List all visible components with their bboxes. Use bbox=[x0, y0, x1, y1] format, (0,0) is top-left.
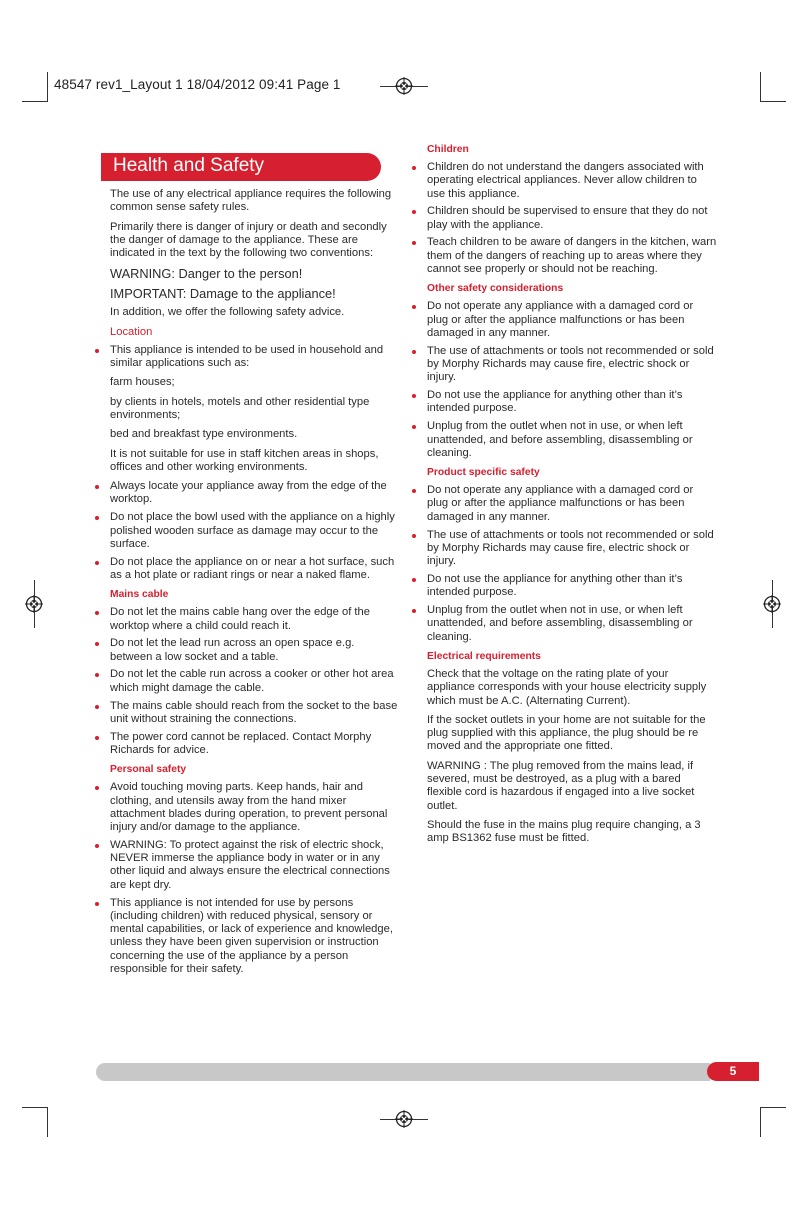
crop-mark-top-left-v bbox=[47, 72, 48, 102]
electrical-paragraph: Check that the voltage on the rating plate of your appliance corresponds with your house electricity supply which must be A.C. (Alternating Current). bbox=[427, 667, 707, 707]
list-item: Do not place the appliance on or near a hot surface, such as a hot plate or radiant rings or near a naked flame. bbox=[110, 556, 398, 583]
print-slug: 48547 rev1_Layout 1 18/04/2012 09:41 Page 1 bbox=[54, 77, 341, 92]
section-title-bar bbox=[101, 153, 381, 181]
crop-mark-bottom-right-v bbox=[760, 1107, 761, 1137]
section-heading-location: Location bbox=[110, 325, 153, 338]
section-heading-children: Children bbox=[427, 144, 469, 155]
other-safety-list bbox=[427, 300, 717, 460]
intro-paragraph: The use of any electrical appliance requires the following common sense safety rules. bbox=[110, 188, 392, 214]
location-paragraph: farm houses; bbox=[110, 376, 175, 389]
list-item: Do not operate any appliance with a damaged cord or plug or after the appliance malfunctions or has been damaged in any manner. bbox=[427, 300, 717, 340]
registration-mark-icon bbox=[763, 595, 781, 613]
crop-mark-bottom-left-h bbox=[22, 1107, 48, 1108]
warning-convention: WARNING: Danger to the person! bbox=[110, 266, 303, 282]
registration-mark-icon bbox=[395, 1110, 413, 1128]
list-item: The power cord cannot be replaced. Contact Morphy Richards for advice. bbox=[110, 731, 398, 758]
intro-paragraph: Primarily there is danger of injury or death and secondly the danger of damage to the appliance. These are indicated in the text by the following two conventions: bbox=[110, 220, 387, 260]
electrical-paragraph: Should the fuse in the mains plug require changing, a 3 amp BS1362 fuse must be fitted. bbox=[427, 818, 701, 845]
page-number: 5 bbox=[707, 1062, 759, 1081]
list-item: The use of attachments or tools not recommended or sold by Morphy Richards may cause fire, electric shock or injury. bbox=[427, 345, 717, 385]
electrical-paragraph: If the socket outlets in your home are not suitable for the plug supplied with this appliance, the plug should be re moved and the appropriate one fitted. bbox=[427, 713, 706, 753]
list-item: Do not use the appliance for anything other than it’s intended purpose. bbox=[427, 389, 717, 416]
list-item: This appliance is intended to be used in household and similar applications such as: bbox=[110, 344, 398, 371]
location-list bbox=[110, 344, 398, 371]
crop-mark-bottom-left-v bbox=[47, 1107, 48, 1137]
list-item: Children do not understand the dangers associated with operating electrical appliances. Never allow children to use this appliance. bbox=[427, 161, 717, 201]
list-item: Do not operate any appliance with a damaged cord or plug or after the appliance malfunctions or has been damaged in any manner. bbox=[427, 484, 717, 524]
crop-mark-bottom-right-h bbox=[760, 1107, 786, 1108]
section-heading-electrical: Electrical requirements bbox=[427, 650, 541, 662]
list-item: Do not use the appliance for anything other than it’s intended purpose. bbox=[427, 573, 717, 600]
list-item: This appliance is not intended for use by persons (including children) with reduced physical, sensory or mental capabilities, or lack of experience and knowledge, unless they have been given supervision or instruction concerning the use of the appliance by a person responsible for their safety. bbox=[110, 897, 398, 977]
footer-bar bbox=[96, 1063, 710, 1081]
mains-cable-list bbox=[110, 606, 398, 757]
crop-mark-top-right-h bbox=[760, 101, 786, 102]
list-item: Teach children to be aware of dangers in the kitchen, warn them of the dangers of reaching up to areas where they cannot see properly or should not be reaching. bbox=[427, 236, 717, 276]
product-safety-list bbox=[427, 484, 717, 644]
personal-safety-list bbox=[110, 781, 398, 976]
section-heading-product-safety: Product specific safety bbox=[427, 467, 540, 479]
list-item: Do not place the bowl used with the appliance on a highly polished wooden surface as damage may occur to the surface. bbox=[110, 511, 398, 551]
intro-paragraph: In addition, we offer the following safety advice. bbox=[110, 306, 345, 319]
location-paragraph: bed and breakfast type environments. bbox=[110, 428, 298, 441]
location-list bbox=[110, 480, 398, 582]
list-item: Do not let the lead run across an open space e.g. between a low socket and a table. bbox=[110, 637, 398, 664]
important-convention: IMPORTANT: Damage to the appliance! bbox=[110, 286, 336, 302]
list-item: Avoid touching moving parts. Keep hands, hair and clothing, and utensils away from the hand mixer attachment blades during operation, to prevent personal injury and/or damage to the appliance. bbox=[110, 781, 398, 834]
list-item: The use of attachments or tools not recommended or sold by Morphy Richards may cause fire, electric shock or injury. bbox=[427, 529, 717, 569]
list-item: Children should be supervised to ensure that they do not play with the appliance. bbox=[427, 205, 717, 232]
list-item: The mains cable should reach from the socket to the base unit without straining the connections. bbox=[110, 699, 398, 725]
registration-mark-icon bbox=[395, 77, 413, 95]
section-heading-mains-cable: Mains cable bbox=[110, 589, 169, 601]
children-list bbox=[427, 161, 717, 276]
left-column bbox=[110, 188, 398, 982]
list-item: Do not let the mains cable hang over the edge of the worktop where a child could reach it. bbox=[110, 606, 398, 633]
electrical-paragraph: WARNING : The plug removed from the mains lead, if severed, must be destroyed, as a plug with a bared flexible cord is hazardous if engaged into a live socket outlet. bbox=[427, 759, 695, 812]
list-item: Unplug from the outlet when not in use, or when left unattended, and before assembling, disassembling or cleaning. bbox=[427, 420, 717, 460]
crop-mark-top-right-v bbox=[760, 72, 761, 102]
right-column bbox=[427, 143, 717, 851]
location-paragraph: by clients in hotels, motels and other residential type environments; bbox=[110, 395, 370, 421]
list-item: Unplug from the outlet when not in use, or when left unattended, and before assembling, disassembling or cleaning. bbox=[427, 604, 717, 644]
crop-mark-top-left-h bbox=[22, 101, 48, 102]
list-item: Do not let the cable run across a cooker or other hot area which might damage the cable. bbox=[110, 668, 398, 695]
section-heading-personal-safety: Personal safety bbox=[110, 764, 187, 776]
list-item: Always locate your appliance away from the edge of the worktop. bbox=[110, 480, 398, 507]
page-title: Health and Safety bbox=[113, 155, 265, 176]
list-item: WARNING: To protect against the risk of electric shock, NEVER immerse the appliance body in water or in any other liquid and always ensure the electrical connections are kept dry. bbox=[110, 839, 398, 892]
section-heading-other-safety: Other safety considerations bbox=[427, 283, 564, 295]
location-paragraph: It is not suitable for use in staff kitchen areas in shops, offices and other working environments. bbox=[110, 447, 379, 473]
registration-mark-icon bbox=[25, 595, 43, 613]
